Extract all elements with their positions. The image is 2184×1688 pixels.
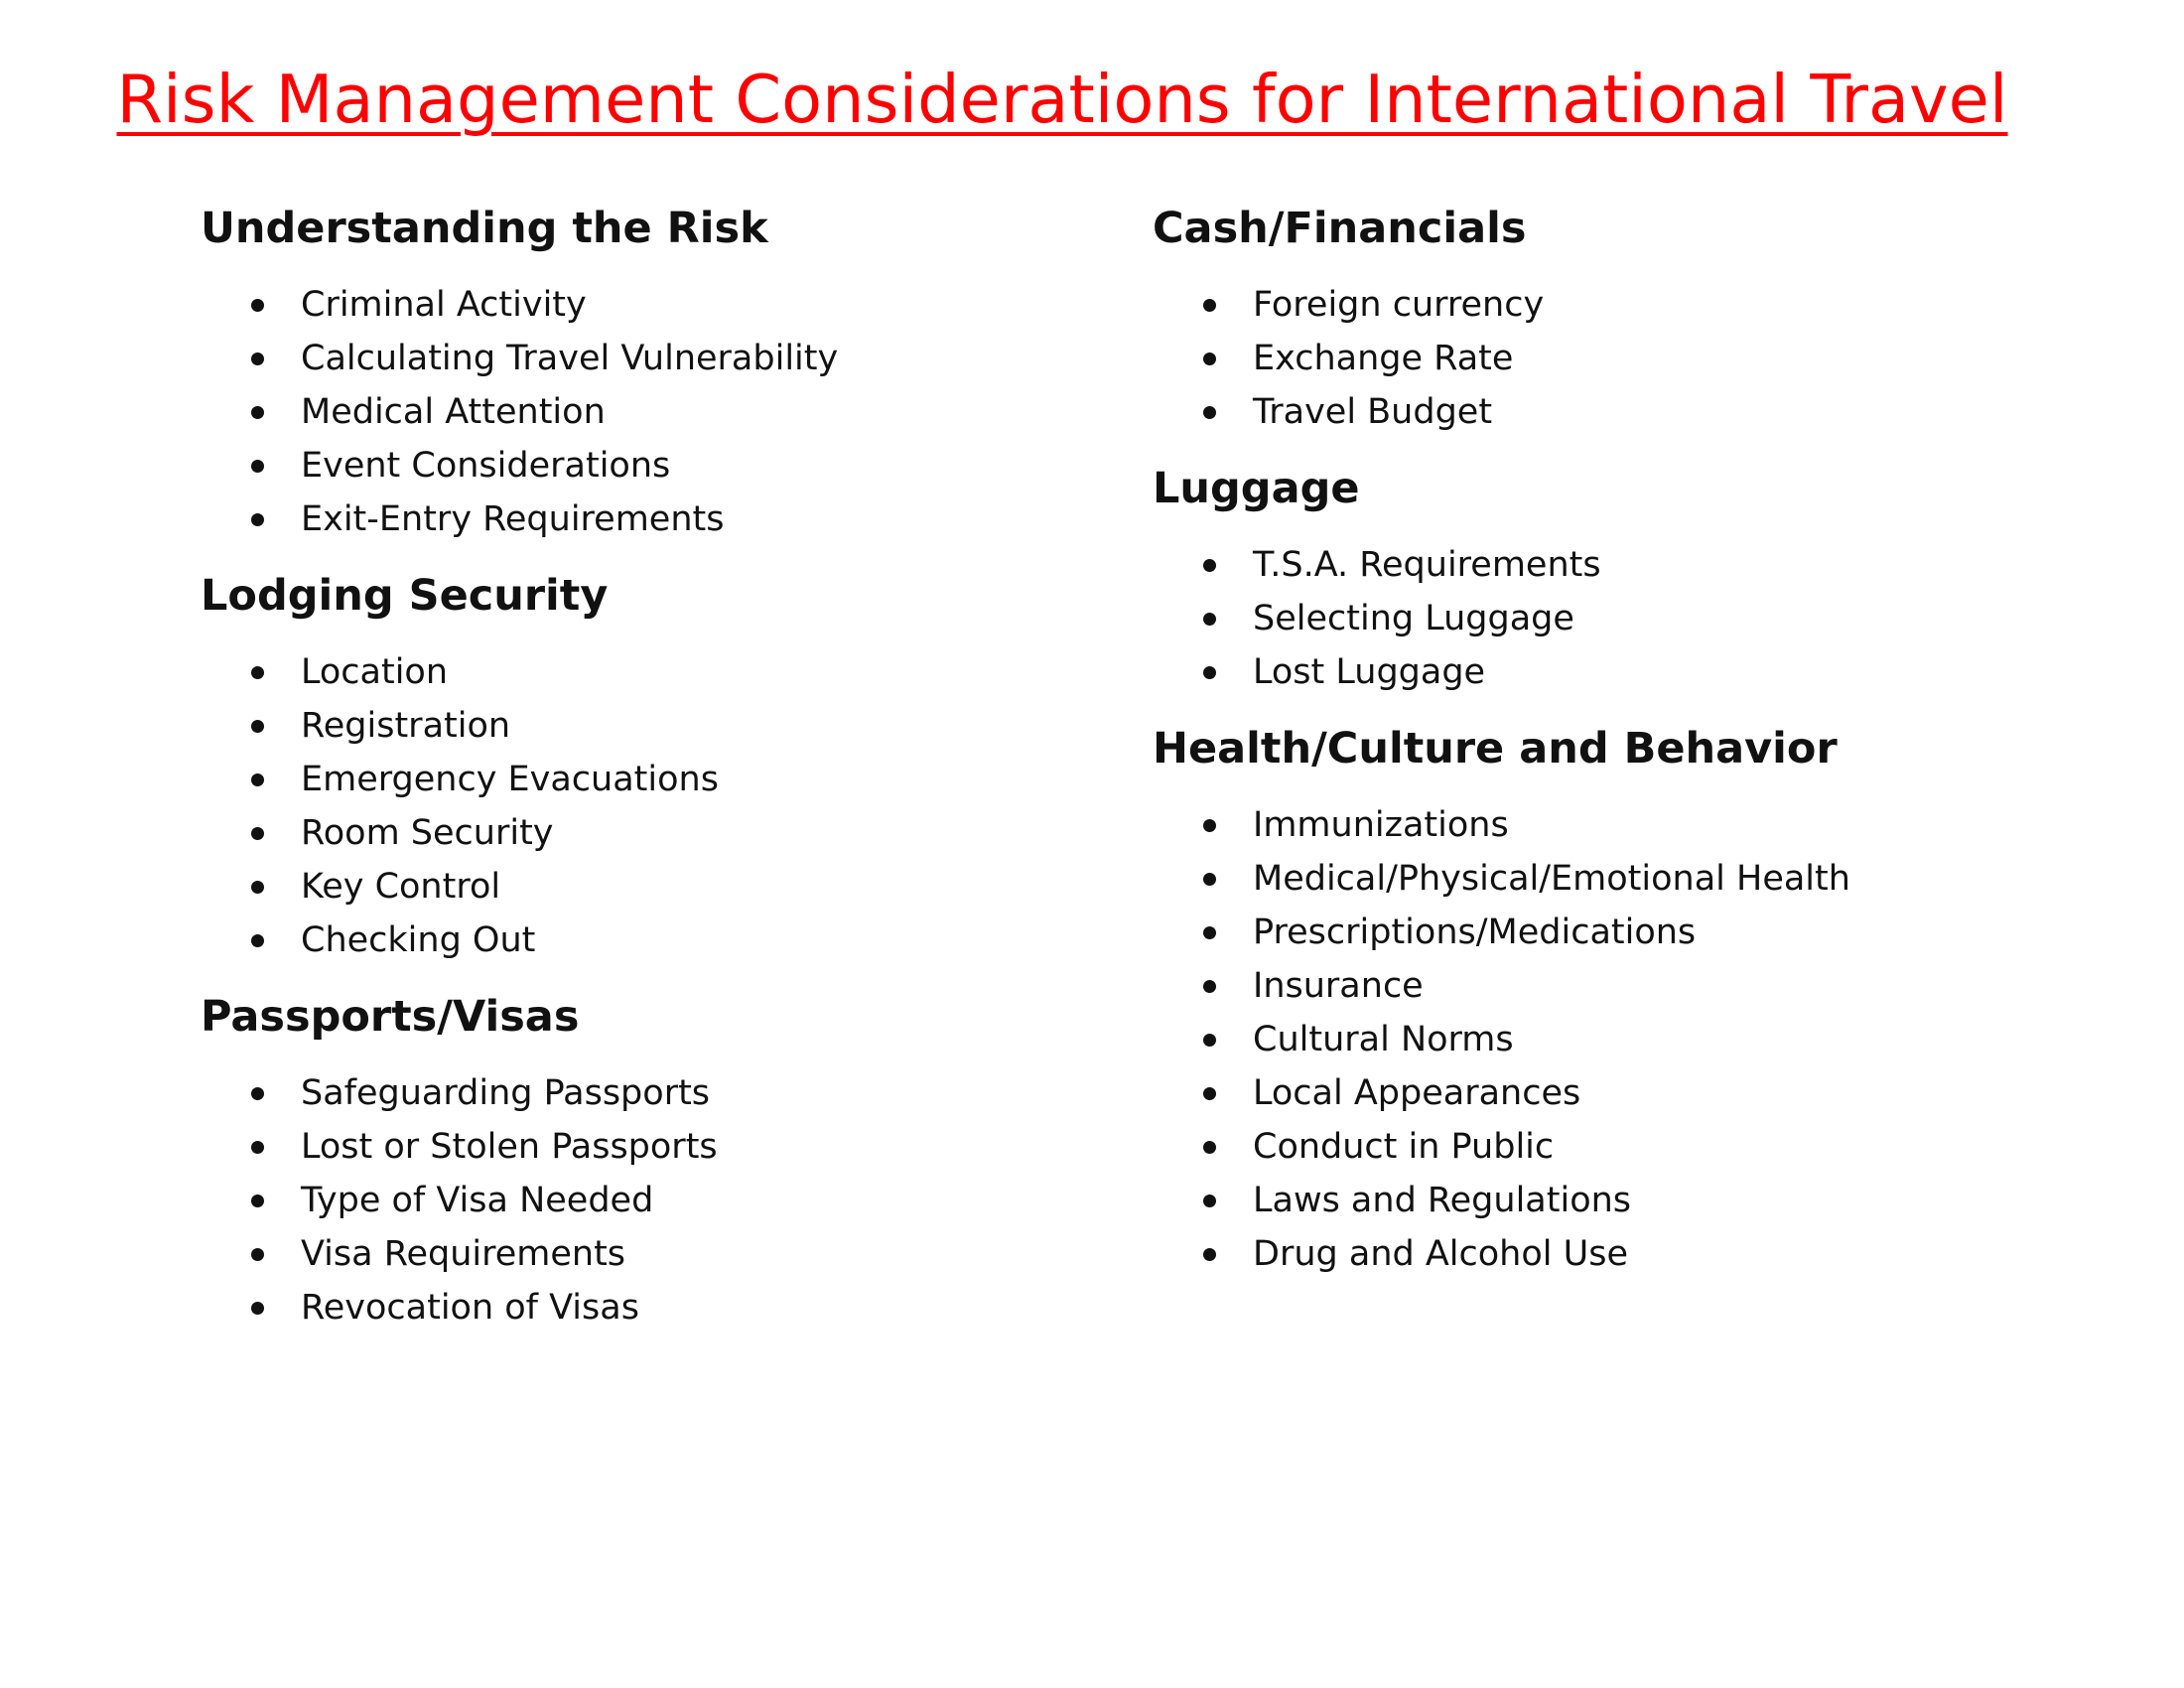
bullet-icon: [1203, 926, 1216, 939]
list-item: [201, 332, 1094, 385]
section-heading: Lodging Security: [201, 571, 609, 621]
list-item-label: Type of Visa Needed: [301, 1181, 654, 1220]
bullet-icon: [251, 1195, 264, 1207]
section-heading: Understanding the Risk: [201, 204, 768, 253]
section-lodging-security: [201, 566, 1094, 967]
bullet-icon: [1203, 1034, 1216, 1047]
list-item: [1153, 959, 2046, 1013]
bullet-icon: [251, 299, 264, 312]
section-understanding-the-risk: [201, 199, 1094, 546]
list-item-label: Calculating Travel Vulnerability: [301, 339, 839, 378]
list-item: [1153, 1174, 2046, 1227]
bullet-icon: [1203, 1141, 1216, 1154]
bullet-icon: [1203, 1087, 1216, 1100]
section-heading: Health/Culture and Behavior: [1153, 724, 1838, 774]
list-item-label: Prescriptions/Medications: [1253, 913, 1697, 952]
bullet-icon: [251, 1248, 264, 1261]
left-column: [201, 199, 1094, 1354]
list-item-label: Criminal Activity: [301, 285, 587, 325]
list-item-label: Lost or Stolen Passports: [301, 1127, 718, 1167]
section-cash-financials: [1153, 199, 2046, 439]
bullet-icon: [251, 827, 264, 840]
list-item-label: Local Appearances: [1253, 1073, 1581, 1113]
list-item-label: Conduct in Public: [1253, 1127, 1555, 1167]
list-item-label: Event Considerations: [301, 446, 671, 486]
bullet-icon: [1203, 666, 1216, 679]
list-item-label: Revocation of Visas: [301, 1288, 639, 1328]
list-item-label: Medical Attention: [301, 392, 606, 432]
list-item-label: Medical/Physical/Emotional Health: [1253, 859, 1850, 899]
bullet-icon: [1203, 613, 1216, 626]
bullet-icon: [1203, 406, 1216, 419]
list-item: [1153, 385, 2046, 439]
list-item-label: Room Security: [301, 813, 554, 853]
list-item: [201, 699, 1094, 753]
bullet-icon: [1203, 1248, 1216, 1261]
bullet-icon: [251, 1087, 264, 1100]
list-item: [1153, 798, 2046, 852]
section-health-culture-behavior: [1153, 719, 2046, 1281]
list-item-label: Checking Out: [301, 920, 536, 960]
list-item-label: Insurance: [1253, 966, 1424, 1006]
bullet-list: [1153, 538, 2046, 699]
list-item: [1153, 332, 2046, 385]
list-item: [201, 1281, 1094, 1335]
list-item: [1153, 538, 2046, 592]
list-item: [201, 492, 1094, 546]
list-item-label: Foreign currency: [1253, 285, 1545, 325]
bullet-icon: [251, 513, 264, 526]
page-title: Risk Management Considerations for International Travel: [116, 61, 2008, 138]
list-item-label: Exit-Entry Requirements: [301, 499, 725, 539]
list-item: [201, 806, 1094, 860]
list-item-label: Visa Requirements: [301, 1234, 626, 1274]
list-item: [1153, 645, 2046, 699]
list-item-label: Drug and Alcohol Use: [1253, 1234, 1628, 1274]
list-item-label: Emergency Evacuations: [301, 760, 719, 799]
list-item-label: Immunizations: [1253, 805, 1509, 845]
list-item-label: Travel Budget: [1253, 392, 1493, 432]
bullet-icon: [251, 460, 264, 473]
list-item-label: Lost Luggage: [1253, 652, 1486, 692]
section-luggage: [1153, 459, 2046, 699]
list-item: [1153, 1013, 2046, 1066]
bullet-list: [201, 645, 1094, 967]
list-item: [201, 645, 1094, 699]
section-heading: Luggage: [1153, 464, 1360, 513]
list-item: [1153, 278, 2046, 332]
list-item: [1153, 852, 2046, 906]
section-passports-visas: [201, 987, 1094, 1335]
list-item: [201, 914, 1094, 967]
right-column: [1153, 199, 2046, 1301]
list-item-label: Location: [301, 652, 449, 692]
list-item: [1153, 906, 2046, 959]
list-item: [201, 385, 1094, 439]
list-item: [201, 753, 1094, 806]
bullet-list: [1153, 798, 2046, 1281]
bullet-list: [201, 278, 1094, 546]
list-item: [201, 860, 1094, 914]
bullet-icon: [251, 1141, 264, 1154]
list-item: [201, 1174, 1094, 1227]
section-heading: Passports/Visas: [201, 992, 580, 1042]
list-item: [1153, 1120, 2046, 1174]
list-item-label: Laws and Regulations: [1253, 1181, 1632, 1220]
bullet-icon: [1203, 1195, 1216, 1207]
list-item: [1153, 1227, 2046, 1281]
list-item: [1153, 1066, 2046, 1120]
bullet-icon: [1203, 873, 1216, 886]
bullet-icon: [1203, 352, 1216, 365]
list-item: [1153, 592, 2046, 645]
bullet-icon: [251, 1302, 264, 1315]
list-item-label: Key Control: [301, 867, 501, 907]
bullet-icon: [1203, 559, 1216, 572]
section-heading: Cash/Financials: [1153, 204, 1527, 253]
bullet-icon: [251, 774, 264, 786]
list-item: [201, 1120, 1094, 1174]
bullet-icon: [1203, 819, 1216, 832]
list-item: [201, 278, 1094, 332]
list-item-label: Selecting Luggage: [1253, 599, 1574, 638]
bullet-icon: [251, 406, 264, 419]
bullet-list: [201, 1066, 1094, 1335]
list-item: [201, 1066, 1094, 1120]
bullet-icon: [251, 720, 264, 733]
list-item-label: Safeguarding Passports: [301, 1073, 711, 1113]
bullet-icon: [251, 666, 264, 679]
list-item-label: Registration: [301, 706, 511, 746]
bullet-icon: [251, 881, 264, 894]
list-item: [201, 439, 1094, 492]
bullet-icon: [251, 352, 264, 365]
bullet-list: [1153, 278, 2046, 439]
list-item: [201, 1227, 1094, 1281]
list-item-label: Exchange Rate: [1253, 339, 1514, 378]
bullet-icon: [1203, 980, 1216, 993]
list-item-label: T.S.A. Requirements: [1253, 545, 1601, 585]
bullet-icon: [251, 934, 264, 947]
list-item-label: Cultural Norms: [1253, 1020, 1514, 1059]
bullet-icon: [1203, 299, 1216, 312]
